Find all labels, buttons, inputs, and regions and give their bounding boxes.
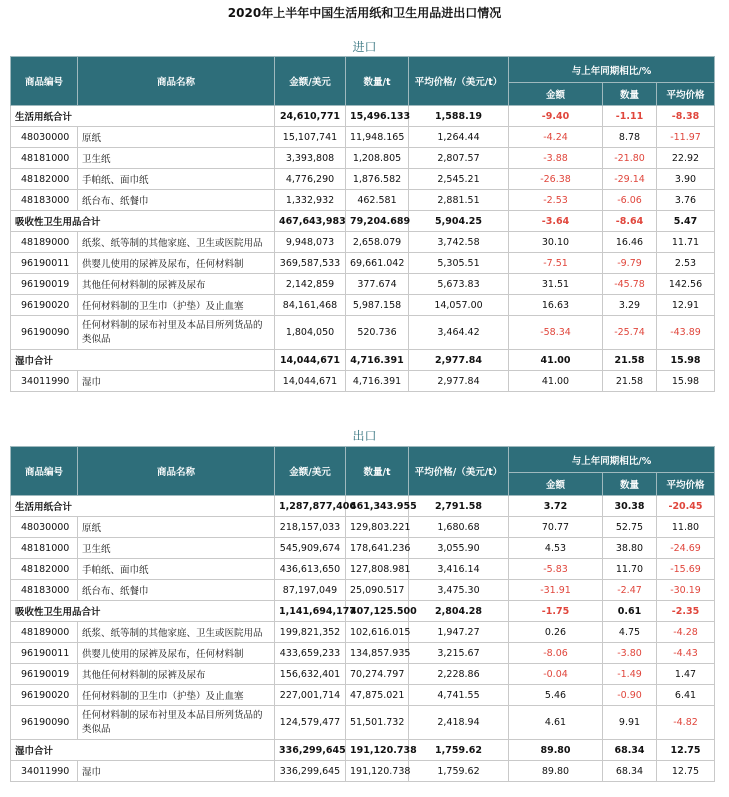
yoy-qty-cell: -3.80 (603, 643, 657, 664)
amount-cell: 218,157,033 (275, 517, 346, 538)
avg-cell: 1,680.68 (409, 517, 509, 538)
name-cell: 任何材料制的尿布衬里及本品目所列货品的类似品 (78, 316, 275, 350)
col-header-qty: 数量/t (346, 57, 409, 106)
yoy-avg-cell: 2.53 (657, 253, 715, 274)
col-header-yoy-avg: 平均价格 (657, 83, 715, 106)
name-cell: 其他任何材料制的尿裤及尿布 (78, 664, 275, 685)
name-cell: 任何材料制的卫生巾（护垫）及止血塞 (78, 295, 275, 316)
table-row (11, 706, 715, 740)
yoy-avg-cell: 5.47 (657, 211, 715, 232)
table-row (11, 253, 715, 274)
avg-cell: 2,228.86 (409, 664, 509, 685)
avg-cell: 2,418.94 (409, 706, 509, 740)
code-cell: 48182000 (11, 559, 78, 580)
yoy-avg-cell: -2.35 (657, 601, 715, 622)
yoy-amount-cell: -3.88 (509, 148, 603, 169)
table-row (11, 274, 715, 295)
code-cell: 48189000 (11, 622, 78, 643)
yoy-qty-cell: 30.38 (603, 496, 657, 517)
import-table-body (11, 106, 715, 392)
group-name-cell: 生活用纸合计 (11, 106, 275, 127)
qty-cell: 25,090.517 (346, 580, 409, 601)
qty-cell: 4,716.391 (346, 350, 409, 371)
name-cell: 任何材料制的尿布衬里及本品目所列货品的类似品 (78, 706, 275, 740)
amount-cell: 1,287,877,406 (275, 496, 346, 517)
avg-cell: 2,807.57 (409, 148, 509, 169)
yoy-qty-cell: 21.58 (603, 371, 657, 392)
yoy-qty-cell: 8.78 (603, 127, 657, 148)
col-header-name: 商品名称 (78, 57, 275, 106)
group-name-cell: 吸收性卫生用品合计 (11, 601, 275, 622)
amount-cell: 84,161,468 (275, 295, 346, 316)
yoy-avg-cell: 15.98 (657, 371, 715, 392)
table-row (11, 685, 715, 706)
import-section-title: 进口 (352, 40, 377, 54)
yoy-qty-cell: 68.34 (603, 761, 657, 782)
qty-cell: 11,948.165 (346, 127, 409, 148)
subtotal-row (11, 740, 715, 761)
avg-cell: 1,759.62 (409, 740, 509, 761)
export-table (10, 446, 715, 782)
code-cell: 96190090 (11, 316, 78, 350)
avg-cell: 2,977.84 (409, 371, 509, 392)
table-row (11, 232, 715, 253)
avg-cell: 1,947.27 (409, 622, 509, 643)
group-name-cell: 湿巾合计 (11, 740, 275, 761)
code-cell: 48181000 (11, 538, 78, 559)
yoy-avg-cell: 12.75 (657, 761, 715, 782)
avg-cell: 3,742.58 (409, 232, 509, 253)
table-row (11, 127, 715, 148)
yoy-amount-cell: 4.61 (509, 706, 603, 740)
yoy-avg-cell: -20.45 (657, 496, 715, 517)
name-cell: 供婴儿使用的尿裤及尿布，任何材料制 (78, 253, 275, 274)
avg-cell: 2,804.28 (409, 601, 509, 622)
qty-cell: 191,120.738 (346, 761, 409, 782)
yoy-qty-cell: 4.75 (603, 622, 657, 643)
table-row (11, 664, 715, 685)
yoy-qty-cell: 9.91 (603, 706, 657, 740)
yoy-amount-cell: 3.72 (509, 496, 603, 517)
yoy-avg-cell: 3.76 (657, 190, 715, 211)
qty-cell: 47,875.021 (346, 685, 409, 706)
code-cell: 48030000 (11, 517, 78, 538)
amount-cell: 2,142,859 (275, 274, 346, 295)
name-cell: 供婴儿使用的尿裤及尿布，任何材料制 (78, 643, 275, 664)
yoy-qty-cell: 52.75 (603, 517, 657, 538)
yoy-qty-cell: 21.58 (603, 350, 657, 371)
yoy-amount-cell: 16.63 (509, 295, 603, 316)
yoy-amount-cell: 89.80 (509, 740, 603, 761)
yoy-amount-cell: 41.00 (509, 350, 603, 371)
amount-cell: 336,299,645 (275, 740, 346, 761)
name-cell: 纸台布、纸餐巾 (78, 580, 275, 601)
yoy-amount-cell: 30.10 (509, 232, 603, 253)
col-header-yoy: 与上年同期相比/% (509, 57, 715, 83)
amount-cell: 124,579,477 (275, 706, 346, 740)
code-cell: 48183000 (11, 580, 78, 601)
name-cell: 原纸 (78, 127, 275, 148)
yoy-qty-cell: 38.80 (603, 538, 657, 559)
table-row (11, 148, 715, 169)
yoy-qty-cell: -29.14 (603, 169, 657, 190)
subtotal-row (11, 106, 715, 127)
amount-cell: 14,044,671 (275, 350, 346, 371)
qty-cell: 2,658.079 (346, 232, 409, 253)
yoy-avg-cell: 3.90 (657, 169, 715, 190)
table-row (11, 295, 715, 316)
avg-cell: 1,588.19 (409, 106, 509, 127)
code-cell: 34011990 (11, 371, 78, 392)
amount-cell: 9,948,073 (275, 232, 346, 253)
yoy-amount-cell: 41.00 (509, 371, 603, 392)
qty-cell: 127,808.981 (346, 559, 409, 580)
yoy-amount-cell: -9.40 (509, 106, 603, 127)
yoy-qty-cell: 3.29 (603, 295, 657, 316)
qty-cell: 461,343.955 (346, 496, 409, 517)
table-row (11, 316, 715, 350)
yoy-avg-cell: 142.56 (657, 274, 715, 295)
export-table-body (11, 496, 715, 782)
page-title: 2020年上半年中国生活用纸和卫生用品进出口情况 (227, 6, 502, 20)
amount-cell: 467,643,983 (275, 211, 346, 232)
yoy-avg-cell: 1.47 (657, 664, 715, 685)
qty-cell: 134,857.935 (346, 643, 409, 664)
amount-cell: 4,776,290 (275, 169, 346, 190)
name-cell: 手帕纸、面巾纸 (78, 169, 275, 190)
yoy-qty-cell: -2.47 (603, 580, 657, 601)
qty-cell: 69,661.042 (346, 253, 409, 274)
qty-cell: 377.674 (346, 274, 409, 295)
code-cell: 96190020 (11, 685, 78, 706)
yoy-avg-cell: -4.43 (657, 643, 715, 664)
qty-cell: 520.736 (346, 316, 409, 350)
col-header-amount: 金额/美元 (275, 447, 346, 496)
code-cell: 96190020 (11, 295, 78, 316)
amount-cell: 1,804,050 (275, 316, 346, 350)
yoy-avg-cell: 22.92 (657, 148, 715, 169)
code-cell: 96190019 (11, 664, 78, 685)
name-cell: 纸浆、纸等制的其他家庭、卫生或医院用品 (78, 232, 275, 253)
name-cell: 手帕纸、面巾纸 (78, 559, 275, 580)
code-cell: 96190011 (11, 253, 78, 274)
avg-cell: 2,545.21 (409, 169, 509, 190)
yoy-qty-cell: 0.61 (603, 601, 657, 622)
table-row (11, 622, 715, 643)
name-cell: 任何材料制的卫生巾（护垫）及止血塞 (78, 685, 275, 706)
subtotal-row (11, 496, 715, 517)
name-cell: 其他任何材料制的尿裤及尿布 (78, 274, 275, 295)
amount-cell: 433,659,233 (275, 643, 346, 664)
name-cell: 卫生纸 (78, 148, 275, 169)
yoy-avg-cell: 11.80 (657, 517, 715, 538)
table-row (11, 580, 715, 601)
qty-cell: 51,501.732 (346, 706, 409, 740)
yoy-avg-cell: 12.75 (657, 740, 715, 761)
group-name-cell: 吸收性卫生用品合计 (11, 211, 275, 232)
amount-cell: 1,332,932 (275, 190, 346, 211)
avg-cell: 3,464.42 (409, 316, 509, 350)
code-cell: 48183000 (11, 190, 78, 211)
yoy-amount-cell: 70.77 (509, 517, 603, 538)
table-row (11, 538, 715, 559)
group-name-cell: 湿巾合计 (11, 350, 275, 371)
qty-cell: 102,616.015 (346, 622, 409, 643)
qty-cell: 1,876.582 (346, 169, 409, 190)
yoy-amount-cell: -31.91 (509, 580, 603, 601)
export-section-title: 出口 (352, 429, 377, 443)
avg-cell: 14,057.00 (409, 295, 509, 316)
yoy-avg-cell: -30.19 (657, 580, 715, 601)
amount-cell: 369,587,533 (275, 253, 346, 274)
yoy-qty-cell: -1.11 (603, 106, 657, 127)
yoy-amount-cell: -26.38 (509, 169, 603, 190)
qty-cell: 407,125.500 (346, 601, 409, 622)
qty-cell: 462.581 (346, 190, 409, 211)
yoy-avg-cell: 6.41 (657, 685, 715, 706)
table-row (11, 517, 715, 538)
avg-cell: 3,055.90 (409, 538, 509, 559)
qty-cell: 4,716.391 (346, 371, 409, 392)
code-cell: 96190019 (11, 274, 78, 295)
code-cell: 96190090 (11, 706, 78, 740)
qty-cell: 70,274.797 (346, 664, 409, 685)
table-row (11, 371, 715, 392)
yoy-amount-cell: -7.51 (509, 253, 603, 274)
col-header-yoy-avg: 平均价格 (657, 473, 715, 496)
col-header-yoy-amount: 金额 (509, 473, 603, 496)
name-cell: 卫生纸 (78, 538, 275, 559)
amount-cell: 436,613,650 (275, 559, 346, 580)
yoy-amount-cell: -8.06 (509, 643, 603, 664)
col-header-yoy-qty: 数量 (603, 473, 657, 496)
group-name-cell: 生活用纸合计 (11, 496, 275, 517)
yoy-avg-cell: -8.38 (657, 106, 715, 127)
table-row (11, 559, 715, 580)
avg-cell: 1,759.62 (409, 761, 509, 782)
name-cell: 原纸 (78, 517, 275, 538)
code-cell: 34011990 (11, 761, 78, 782)
yoy-avg-cell: -4.82 (657, 706, 715, 740)
yoy-amount-cell: 5.46 (509, 685, 603, 706)
amount-cell: 336,299,645 (275, 761, 346, 782)
col-header-yoy-amount: 金额 (509, 83, 603, 106)
col-header-avg: 平均价格/（美元/t） (409, 57, 509, 106)
yoy-avg-cell: -4.28 (657, 622, 715, 643)
yoy-avg-cell: 12.91 (657, 295, 715, 316)
yoy-avg-cell: -43.89 (657, 316, 715, 350)
yoy-qty-cell: -8.64 (603, 211, 657, 232)
name-cell: 湿巾 (78, 761, 275, 782)
amount-cell: 1,141,694,177 (275, 601, 346, 622)
yoy-amount-cell: -0.04 (509, 664, 603, 685)
subtotal-row (11, 601, 715, 622)
yoy-avg-cell: -24.69 (657, 538, 715, 559)
table-row (11, 169, 715, 190)
amount-cell: 87,197,049 (275, 580, 346, 601)
table-row (11, 761, 715, 782)
avg-cell: 5,305.51 (409, 253, 509, 274)
amount-cell: 545,909,674 (275, 538, 346, 559)
yoy-avg-cell: -15.69 (657, 559, 715, 580)
yoy-qty-cell: -25.74 (603, 316, 657, 350)
avg-cell: 1,264.44 (409, 127, 509, 148)
avg-cell: 5,673.83 (409, 274, 509, 295)
col-header-code: 商品编号 (11, 57, 78, 106)
avg-cell: 3,475.30 (409, 580, 509, 601)
amount-cell: 3,393,808 (275, 148, 346, 169)
col-header-amount: 金额/美元 (275, 57, 346, 106)
qty-cell: 5,987.158 (346, 295, 409, 316)
code-cell: 48189000 (11, 232, 78, 253)
yoy-amount-cell: -5.83 (509, 559, 603, 580)
table-row (11, 190, 715, 211)
yoy-qty-cell: -0.90 (603, 685, 657, 706)
col-header-code: 商品编号 (11, 447, 78, 496)
name-cell: 纸浆、纸等制的其他家庭、卫生或医院用品 (78, 622, 275, 643)
amount-cell: 14,044,671 (275, 371, 346, 392)
subtotal-row (11, 350, 715, 371)
avg-cell: 5,904.25 (409, 211, 509, 232)
qty-cell: 129,803.221 (346, 517, 409, 538)
yoy-amount-cell: -2.53 (509, 190, 603, 211)
code-cell: 96190011 (11, 643, 78, 664)
yoy-avg-cell: 15.98 (657, 350, 715, 371)
col-header-qty: 数量/t (346, 447, 409, 496)
code-cell: 48182000 (11, 169, 78, 190)
name-cell: 湿巾 (78, 371, 275, 392)
yoy-amount-cell: -3.64 (509, 211, 603, 232)
yoy-qty-cell: 11.70 (603, 559, 657, 580)
col-header-yoy: 与上年同期相比/% (509, 447, 715, 473)
avg-cell: 3,215.67 (409, 643, 509, 664)
avg-cell: 2,791.58 (409, 496, 509, 517)
col-header-avg: 平均价格/（美元/t） (409, 447, 509, 496)
yoy-qty-cell: 16.46 (603, 232, 657, 253)
yoy-amount-cell: -4.24 (509, 127, 603, 148)
yoy-avg-cell: -11.97 (657, 127, 715, 148)
yoy-qty-cell: -45.78 (603, 274, 657, 295)
code-cell: 48181000 (11, 148, 78, 169)
col-header-name: 商品名称 (78, 447, 275, 496)
yoy-amount-cell: 89.80 (509, 761, 603, 782)
avg-cell: 4,741.55 (409, 685, 509, 706)
amount-cell: 24,610,771 (275, 106, 346, 127)
qty-cell: 79,204.689 (346, 211, 409, 232)
qty-cell: 15,496.133 (346, 106, 409, 127)
yoy-amount-cell: -1.75 (509, 601, 603, 622)
amount-cell: 199,821,352 (275, 622, 346, 643)
avg-cell: 2,881.51 (409, 190, 509, 211)
qty-cell: 1,208.805 (346, 148, 409, 169)
code-cell: 48030000 (11, 127, 78, 148)
yoy-amount-cell: -58.34 (509, 316, 603, 350)
import-table (10, 56, 715, 392)
qty-cell: 178,641.236 (346, 538, 409, 559)
yoy-qty-cell: -21.80 (603, 148, 657, 169)
subtotal-row (11, 211, 715, 232)
yoy-amount-cell: 0.26 (509, 622, 603, 643)
qty-cell: 191,120.738 (346, 740, 409, 761)
avg-cell: 2,977.84 (409, 350, 509, 371)
yoy-avg-cell: 11.71 (657, 232, 715, 253)
yoy-qty-cell: -1.49 (603, 664, 657, 685)
yoy-amount-cell: 31.51 (509, 274, 603, 295)
avg-cell: 3,416.14 (409, 559, 509, 580)
amount-cell: 15,107,741 (275, 127, 346, 148)
yoy-qty-cell: -9.79 (603, 253, 657, 274)
yoy-amount-cell: 4.53 (509, 538, 603, 559)
amount-cell: 227,001,714 (275, 685, 346, 706)
yoy-qty-cell: 68.34 (603, 740, 657, 761)
col-header-yoy-qty: 数量 (603, 83, 657, 106)
yoy-qty-cell: -6.06 (603, 190, 657, 211)
amount-cell: 156,632,401 (275, 664, 346, 685)
name-cell: 纸台布、纸餐巾 (78, 190, 275, 211)
table-row (11, 643, 715, 664)
